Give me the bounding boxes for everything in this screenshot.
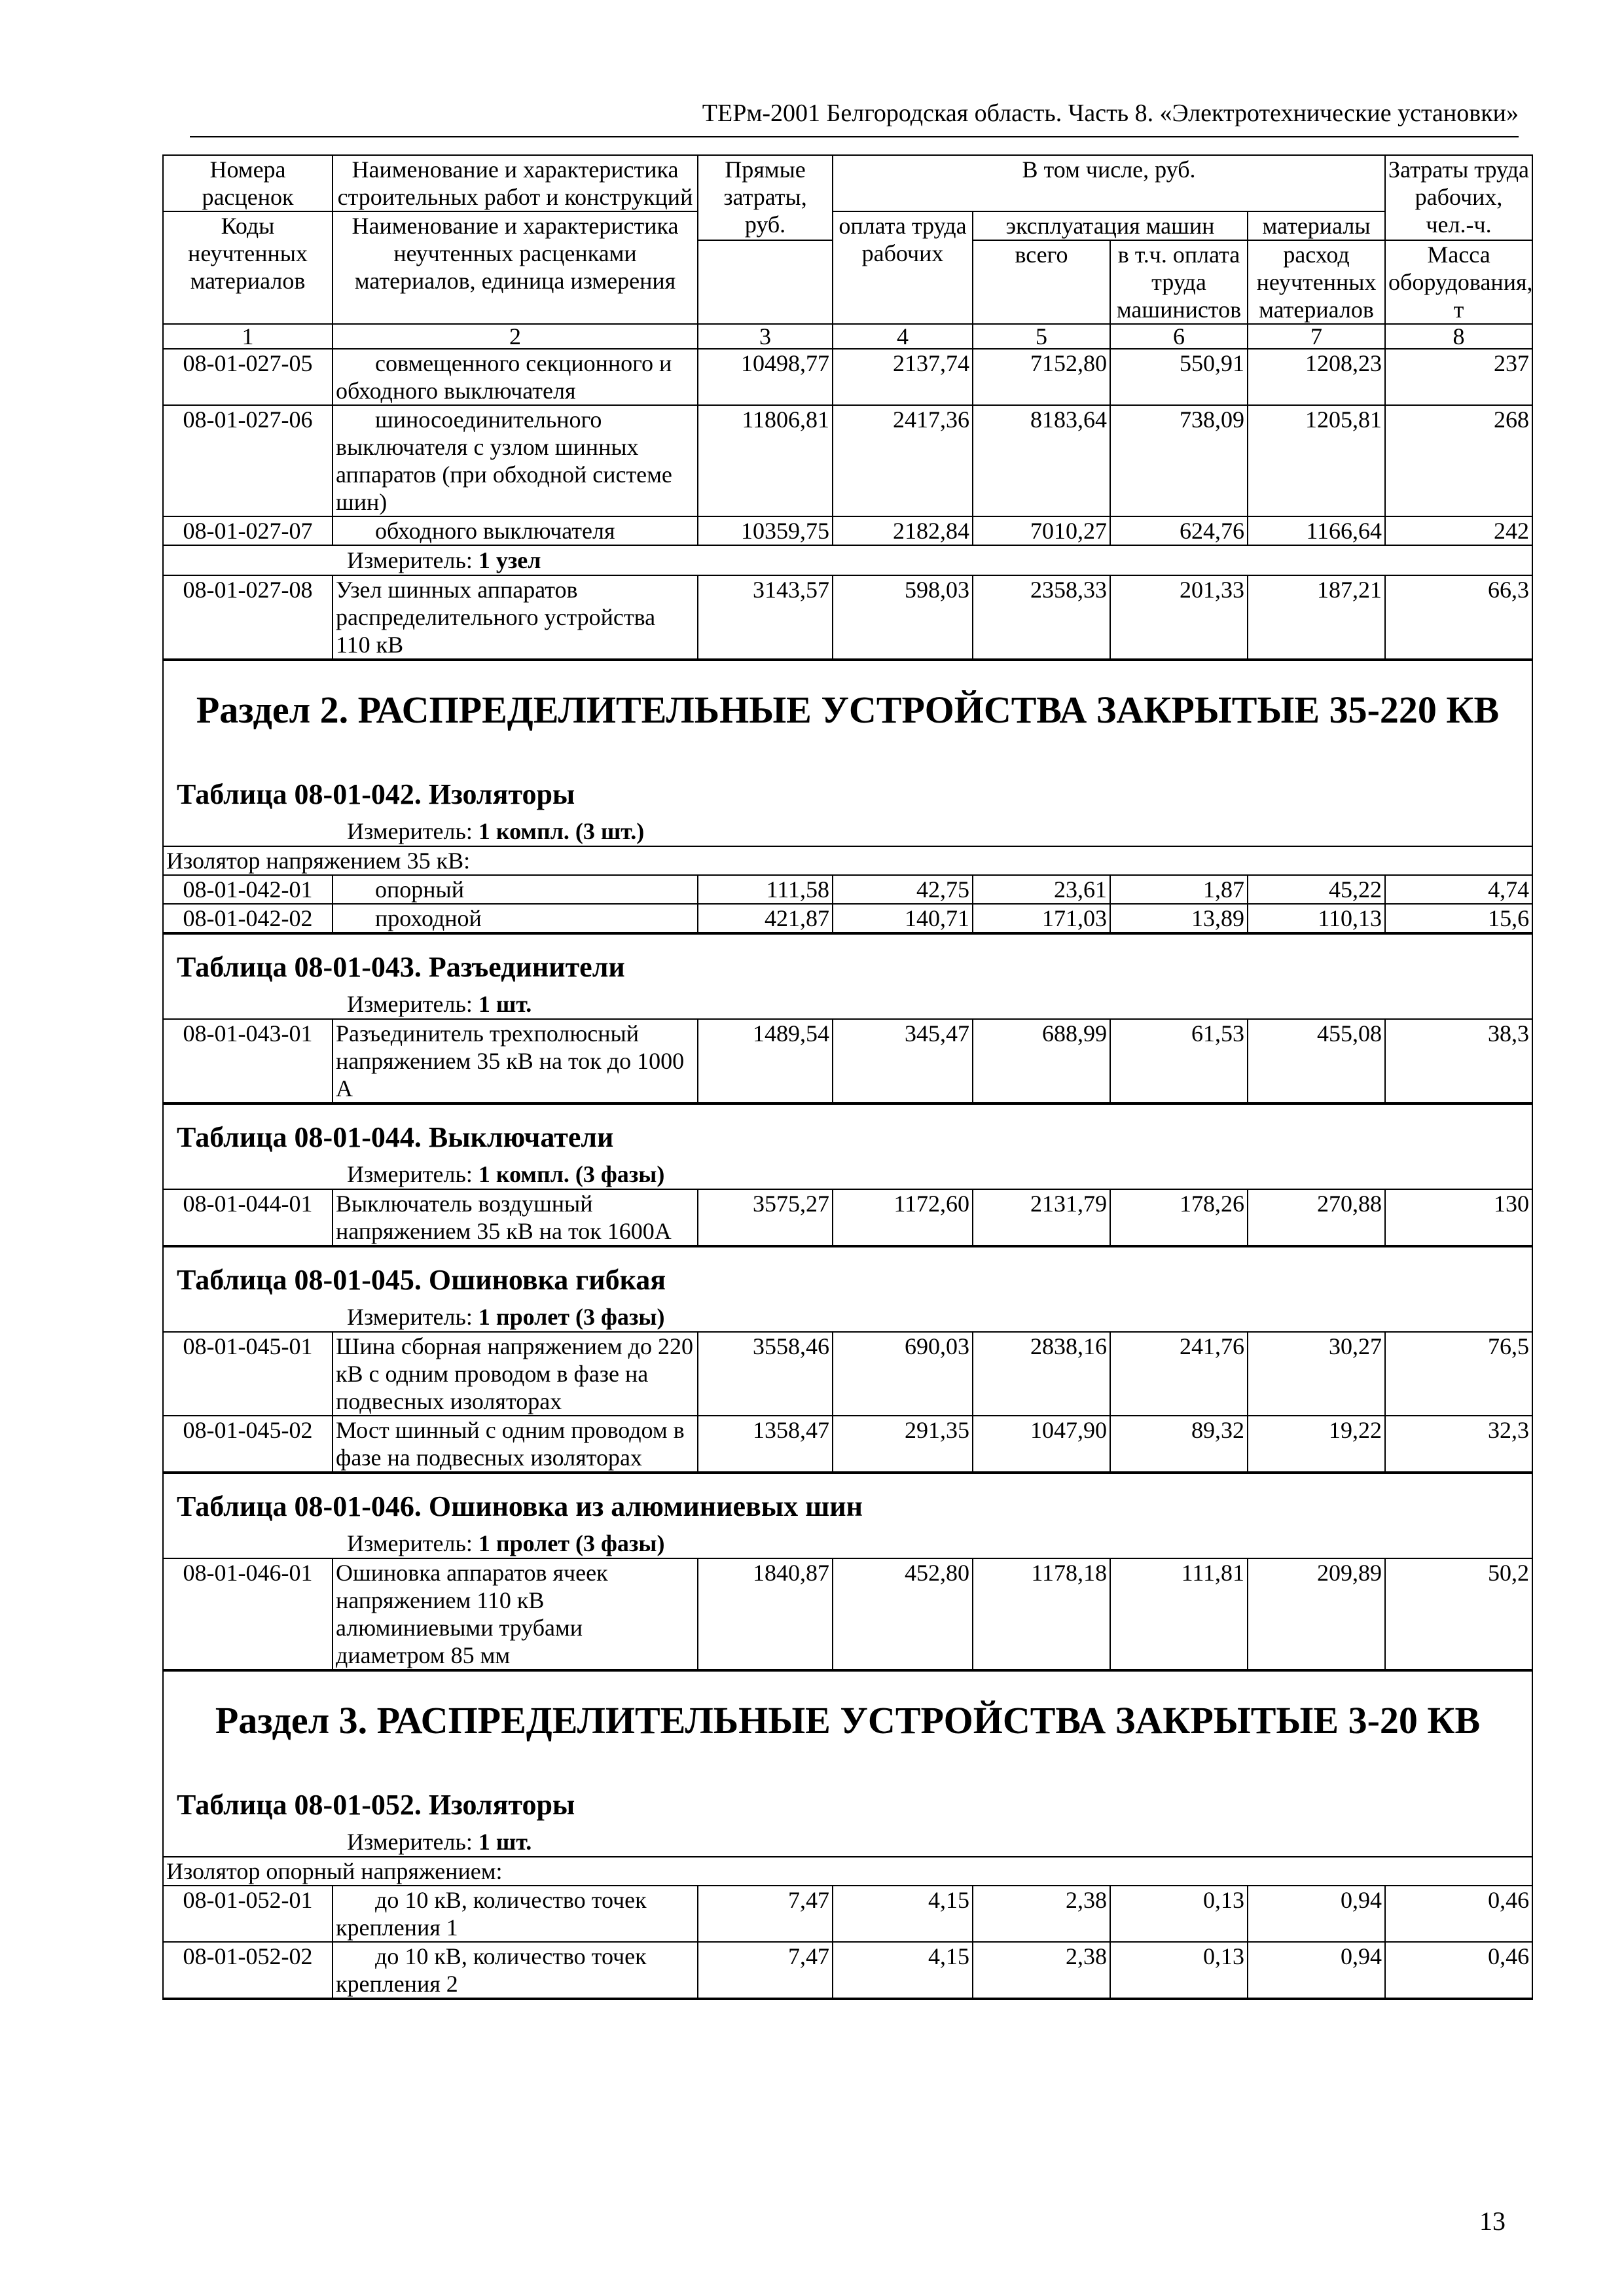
rate-code: 08-01-027-08 [164, 576, 333, 659]
labor-pay: 345,47 [833, 1020, 973, 1103]
machines-total: 7152,80 [973, 350, 1110, 405]
header-col2-bottom: Наименование и характеристика неучтенных расценками материалов, единица измерения [333, 211, 698, 324]
machines-total: 2,38 [973, 1942, 1110, 1998]
machinists-pay: 201,33 [1110, 576, 1248, 659]
machinists-pay: 241,76 [1110, 1333, 1248, 1416]
header-col2-top: Наименование и характеристика строительных работ и конструкций [333, 156, 698, 211]
labor-pay: 291,35 [833, 1416, 973, 1472]
materials-cost: 270,88 [1248, 1190, 1385, 1246]
col-number: 4 [833, 324, 973, 349]
labor-hours: 130 [1385, 1190, 1532, 1246]
table-046 [164, 1559, 1532, 1670]
table-045-title: Таблица 08-01-045. Ошиновка гибкая [177, 1264, 666, 1296]
header-materials: материалы [1248, 211, 1385, 240]
measure-unit: Измеритель: 1 узел [164, 546, 1532, 576]
group-label: Изолятор напряжением 35 кВ: [164, 847, 1532, 875]
col-number: 8 [1385, 324, 1532, 349]
header-col8-bottom: Масса оборудования, т [1385, 240, 1532, 324]
col-number: 2 [333, 324, 698, 349]
table-row [164, 1416, 1532, 1472]
table-header [164, 156, 1532, 350]
table-row [164, 1942, 1532, 1998]
rate-name: Мост шинный с одним проводом в фазе на подвесных изоляторах [333, 1416, 698, 1472]
table-044 [164, 1190, 1532, 1246]
divider [164, 1999, 1532, 2000]
labor-hours: 50,2 [1385, 1559, 1532, 1670]
machinists-pay: 89,32 [1110, 1416, 1248, 1472]
table-row [164, 1559, 1532, 1670]
rate-code: 08-01-052-02 [164, 1942, 333, 1998]
header-col8-top: Затраты труда рабочих, чел.-ч. [1385, 156, 1532, 240]
price-table-frame [162, 154, 1533, 2000]
header-col1-bottom: Коды неучтенных материалов [164, 211, 333, 324]
header-col4: оплата труда рабочих [833, 211, 973, 324]
table-row [164, 516, 1532, 545]
machines-total: 688,99 [973, 1020, 1110, 1103]
machinists-pay: 178,26 [1110, 1190, 1248, 1246]
materials-cost: 209,89 [1248, 1559, 1385, 1670]
labor-pay: 140,71 [833, 904, 973, 933]
group-row [164, 847, 1532, 875]
labor-hours: 4,74 [1385, 875, 1532, 904]
machinists-pay: 1,87 [1110, 875, 1248, 904]
table-052 [164, 1857, 1532, 1999]
header-col3: Прямые затраты, руб. [698, 156, 833, 240]
col-number: 7 [1248, 324, 1385, 349]
table-052-title: Таблица 08-01-052. Изоляторы [177, 1789, 575, 1821]
col-number: 3 [698, 324, 833, 349]
labor-pay: 2417,36 [833, 405, 973, 516]
header-col6: в т.ч. оплата труда машинистов [1110, 240, 1248, 324]
direct-costs: 7,47 [698, 1942, 833, 1998]
table-043-title: Таблица 08-01-043. Разъединители [177, 951, 625, 983]
page-number: 13 [1479, 2206, 1506, 2236]
machinists-pay: 111,81 [1110, 1559, 1248, 1670]
labor-hours: 38,3 [1385, 1020, 1532, 1103]
header-col1-top: Номера расценок [164, 156, 333, 211]
rate-code: 08-01-042-02 [164, 904, 333, 933]
labor-hours: 237 [1385, 350, 1532, 405]
table-042 [164, 847, 1532, 933]
labor-pay: 452,80 [833, 1559, 973, 1670]
rate-code: 08-01-027-06 [164, 405, 333, 516]
table-row [164, 1886, 1532, 1942]
machinists-pay: 550,91 [1110, 350, 1248, 405]
rate-name: до 10 кВ, количество точек крепления 2 [333, 1942, 698, 1998]
table-row [164, 405, 1532, 516]
group-row [164, 1857, 1532, 1886]
measure-unit: Измеритель: 1 шт. [164, 1827, 1532, 1857]
materials-cost: 0,94 [1248, 1886, 1385, 1942]
direct-costs: 421,87 [698, 904, 833, 933]
col-number: 6 [1110, 324, 1248, 349]
direct-costs: 11806,81 [698, 405, 833, 516]
labor-hours: 268 [1385, 405, 1532, 516]
table-row [164, 1190, 1532, 1246]
labor-hours: 32,3 [1385, 1416, 1532, 1472]
materials-cost: 30,27 [1248, 1333, 1385, 1416]
materials-cost: 455,08 [1248, 1020, 1385, 1103]
machinists-pay: 738,09 [1110, 405, 1248, 516]
rate-code: 08-01-045-01 [164, 1333, 333, 1416]
machinists-pay: 624,76 [1110, 516, 1248, 545]
table-045 [164, 1333, 1532, 1473]
materials-cost: 19,22 [1248, 1416, 1385, 1472]
rate-name: Узел шинных аппаратов распределительного устройства 110 кВ [333, 576, 698, 659]
materials-cost: 1205,81 [1248, 405, 1385, 516]
rate-name: Разъединитель трехполюсный напряжением 35 кВ на ток до 1000 А [333, 1020, 698, 1103]
table-row [164, 350, 1532, 405]
section-3-title: Раздел 3. РАСПРЕДЕЛИТЕЛЬНЫЕ УСТРОЙСТВА ЗАКРЫТЫЕ 3-20 КВ [215, 1699, 1481, 1742]
table-row [164, 1020, 1532, 1103]
running-header: ТЕРм-2001 Белгородская область. Часть 8. «Электротехнические установки» [190, 98, 1519, 137]
labor-pay: 4,15 [833, 1886, 973, 1942]
direct-costs: 10498,77 [698, 350, 833, 405]
machines-total: 2838,16 [973, 1333, 1110, 1416]
materials-cost: 110,13 [1248, 904, 1385, 933]
labor-pay: 2137,74 [833, 350, 973, 405]
machines-total: 1047,90 [973, 1416, 1110, 1472]
direct-costs: 1489,54 [698, 1020, 833, 1103]
labor-pay: 598,03 [833, 576, 973, 659]
rate-name: Шина сборная напряжением до 220 кВ с одним проводом в фазе на подвесных изоляторах [333, 1333, 698, 1416]
labor-hours: 66,3 [1385, 576, 1532, 659]
table-044-title: Таблица 08-01-044. Выключатели [177, 1121, 614, 1153]
materials-cost: 1208,23 [1248, 350, 1385, 405]
table-row [164, 1333, 1532, 1416]
machinists-pay: 0,13 [1110, 1886, 1248, 1942]
table-row [164, 904, 1532, 933]
labor-pay: 4,15 [833, 1942, 973, 1998]
labor-pay: 690,03 [833, 1333, 973, 1416]
materials-cost: 45,22 [1248, 875, 1385, 904]
table-row [164, 576, 1532, 659]
direct-costs: 3575,27 [698, 1190, 833, 1246]
materials-cost: 187,21 [1248, 576, 1385, 659]
header-machines: эксплуатация машин [973, 211, 1248, 240]
machines-total: 2358,33 [973, 576, 1110, 659]
header-col3-blank [698, 240, 833, 324]
rate-code: 08-01-044-01 [164, 1190, 333, 1246]
direct-costs: 1840,87 [698, 1559, 833, 1670]
machines-total: 7010,27 [973, 516, 1110, 545]
measure-unit: Измеритель: 1 компл. (3 шт.) [164, 817, 1532, 847]
machines-total: 8183,64 [973, 405, 1110, 516]
materials-cost: 1166,64 [1248, 516, 1385, 545]
labor-hours: 0,46 [1385, 1886, 1532, 1942]
table-027 [164, 350, 1532, 546]
labor-pay: 42,75 [833, 875, 973, 904]
direct-costs: 3558,46 [698, 1333, 833, 1416]
machines-total: 171,03 [973, 904, 1110, 933]
rate-code: 08-01-042-01 [164, 875, 333, 904]
labor-hours: 15,6 [1385, 904, 1532, 933]
labor-pay: 2182,84 [833, 516, 973, 545]
header-col5: всего [973, 240, 1110, 324]
labor-hours: 242 [1385, 516, 1532, 545]
machines-total: 1178,18 [973, 1559, 1110, 1670]
header-incl: В том числе, руб. [833, 156, 1385, 211]
labor-hours: 0,46 [1385, 1942, 1532, 1998]
group-label: Изолятор опорный напряжением: [164, 1857, 1532, 1886]
col-number: 1 [164, 324, 333, 349]
rate-name: проходной [333, 904, 698, 933]
rate-name: Ошиновка аппаратов ячеек напряжением 110 кВ алюминиевыми трубами диаметром 85 мм [333, 1559, 698, 1670]
materials-cost: 0,94 [1248, 1942, 1385, 1998]
measure-unit: Измеритель: 1 пролет (3 фазы) [164, 1529, 1532, 1559]
direct-costs: 10359,75 [698, 516, 833, 545]
machinists-pay: 61,53 [1110, 1020, 1248, 1103]
machines-total: 2131,79 [973, 1190, 1110, 1246]
direct-costs: 3143,57 [698, 576, 833, 659]
col-number: 5 [973, 324, 1110, 349]
table-row [164, 875, 1532, 904]
header-col7: расход неучтенных материалов [1248, 240, 1385, 324]
table-027-last [164, 576, 1532, 660]
rate-name: опорный [333, 875, 698, 904]
labor-hours: 76,5 [1385, 1333, 1532, 1416]
measure-unit: Измеритель: 1 шт. [164, 990, 1532, 1020]
measure-unit: Измеритель: 1 пролет (3 фазы) [164, 1302, 1532, 1333]
direct-costs: 7,47 [698, 1886, 833, 1942]
direct-costs: 111,58 [698, 875, 833, 904]
machinists-pay: 13,89 [1110, 904, 1248, 933]
labor-pay: 1172,60 [833, 1190, 973, 1246]
section-2-title: Раздел 2. РАСПРЕДЕЛИТЕЛЬНЫЕ УСТРОЙСТВА ЗАКРЫТЫЕ 35-220 КВ [196, 689, 1500, 731]
rate-name: Выключатель воздушный напряжением 35 кВ на ток 1600А [333, 1190, 698, 1246]
rate-code: 08-01-043-01 [164, 1020, 333, 1103]
machines-total: 23,61 [973, 875, 1110, 904]
table-042-title: Таблица 08-01-042. Изоляторы [177, 778, 575, 810]
table-046-title: Таблица 08-01-046. Ошиновка из алюминиевых шин [177, 1490, 863, 1522]
rate-name: шиносоединительного выключателя с узлом шинных аппаратов (при обходной системе шин) [333, 405, 698, 516]
rate-code: 08-01-027-07 [164, 516, 333, 545]
machines-total: 2,38 [973, 1886, 1110, 1942]
rate-name: обходного выключателя [333, 516, 698, 545]
rate-code: 08-01-052-01 [164, 1886, 333, 1942]
direct-costs: 1358,47 [698, 1416, 833, 1472]
rate-code: 08-01-027-05 [164, 350, 333, 405]
rate-name: совмещенного секционного и обходного выключателя [333, 350, 698, 405]
rate-code: 08-01-045-02 [164, 1416, 333, 1472]
rate-name: до 10 кВ, количество точек крепления 1 [333, 1886, 698, 1942]
table-043 [164, 1020, 1532, 1103]
measure-unit: Измеритель: 1 компл. (3 фазы) [164, 1160, 1532, 1190]
machinists-pay: 0,13 [1110, 1942, 1248, 1998]
rate-code: 08-01-046-01 [164, 1559, 333, 1670]
